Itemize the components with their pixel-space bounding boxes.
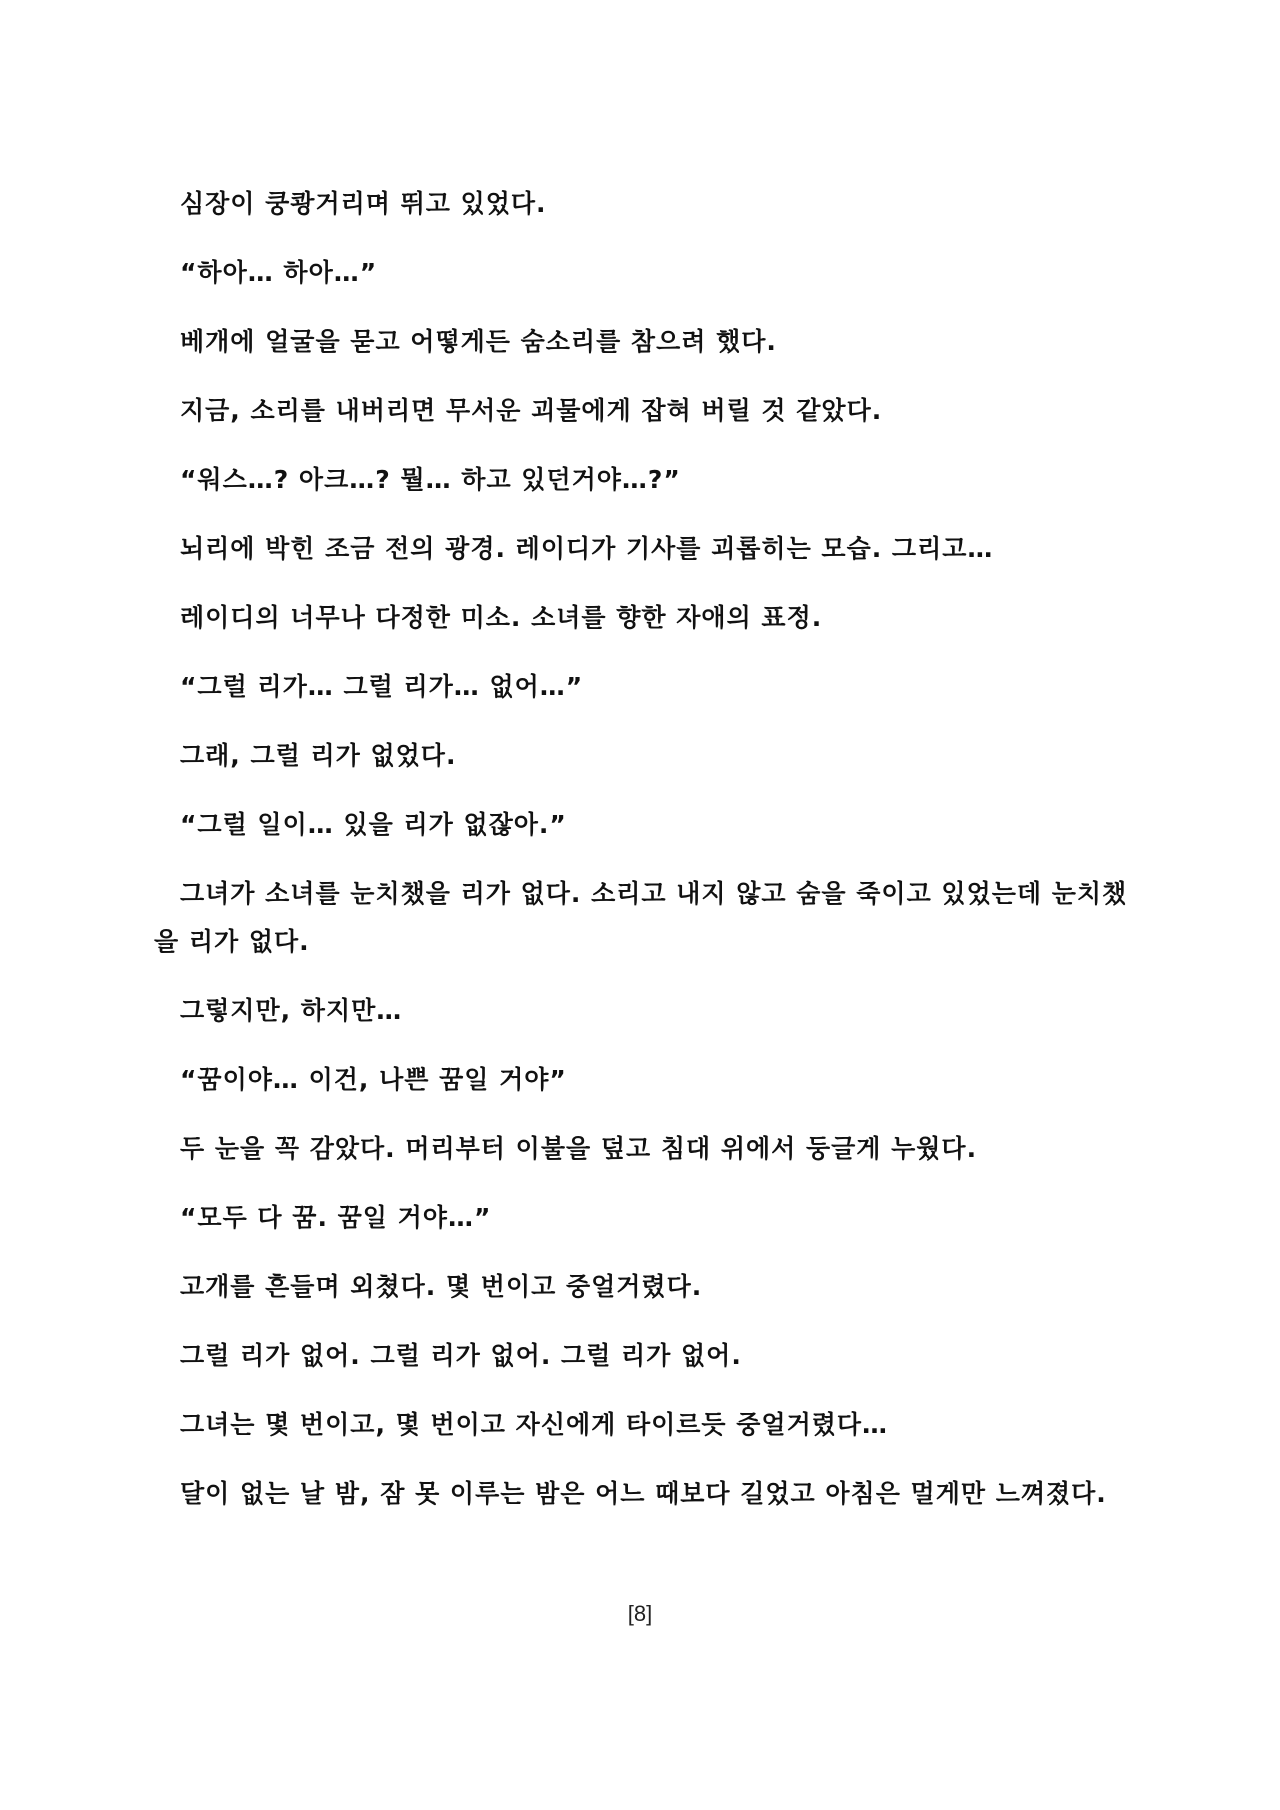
paragraph-2: “하아… 하아…”	[180, 258, 378, 287]
paragraph-17: 그럴 리가 없어. 그럴 리가 없어. 그럴 리가 없어.	[180, 1341, 742, 1370]
paragraph-5: “워스…? 아크…? 뭘… 하고 있던거야…?”	[180, 465, 681, 494]
paragraph-19: 달이 없는 날 밤, 잠 못 이루는 밤은 어느 때보다 길었고 아침은 멀게만 느껴졌다.	[180, 1479, 1107, 1508]
paragraph-11: 그녀가 소녀를 눈치챘을 리가 없다. 소리고 내지 않고 숨을 죽이고 있었는데 눈치챘을 리가 없다.	[154, 879, 1128, 956]
paragraph-18: 그녀는 몇 번이고, 몇 번이고 자신에게 타이르듯 중얼거렸다…	[180, 1410, 889, 1439]
paragraph-10: “그럴 일이… 있을 리가 없잖아.”	[180, 810, 567, 839]
page-number: [8]	[627, 1601, 653, 1626]
paragraph-1: 심장이 쿵쾅거리며 뛰고 있었다.	[180, 189, 547, 218]
paragraph-6: 뇌리에 박힌 조금 전의 광경. 레이디가 기사를 괴롭히는 모습. 그리고…	[180, 534, 994, 563]
paragraph-9: 그래, 그럴 리가 없었다.	[180, 741, 457, 770]
paragraph-3: 베개에 얼굴을 묻고 어떻게든 숨소리를 참으려 했다.	[180, 327, 777, 356]
paragraph-15: “모두 다 꿈. 꿈일 거야…”	[180, 1203, 492, 1232]
paragraph-7: 레이디의 너무나 다정한 미소. 소녀를 향한 자애의 표정.	[180, 603, 823, 632]
paragraph-4: 지금, 소리를 내버리면 무서운 괴물에게 잡혀 버릴 것 같았다.	[180, 396, 883, 425]
paragraph-16: 고개를 흔들며 외쳤다. 몇 번이고 중얼거렸다.	[180, 1272, 703, 1301]
paragraph-13: “꿈이야… 이건, 나쁜 꿈일 거야”	[180, 1065, 567, 1094]
paragraph-12: 그렇지만, 하지만…	[180, 996, 403, 1025]
paragraph-8: “그럴 리가… 그럴 리가… 없어…”	[180, 672, 584, 701]
document-body	[154, 180, 1134, 1539]
paragraph-14: 두 눈을 꼭 감았다. 머리부터 이불을 덮고 침대 위에서 둥글게 누웠다.	[180, 1134, 978, 1163]
